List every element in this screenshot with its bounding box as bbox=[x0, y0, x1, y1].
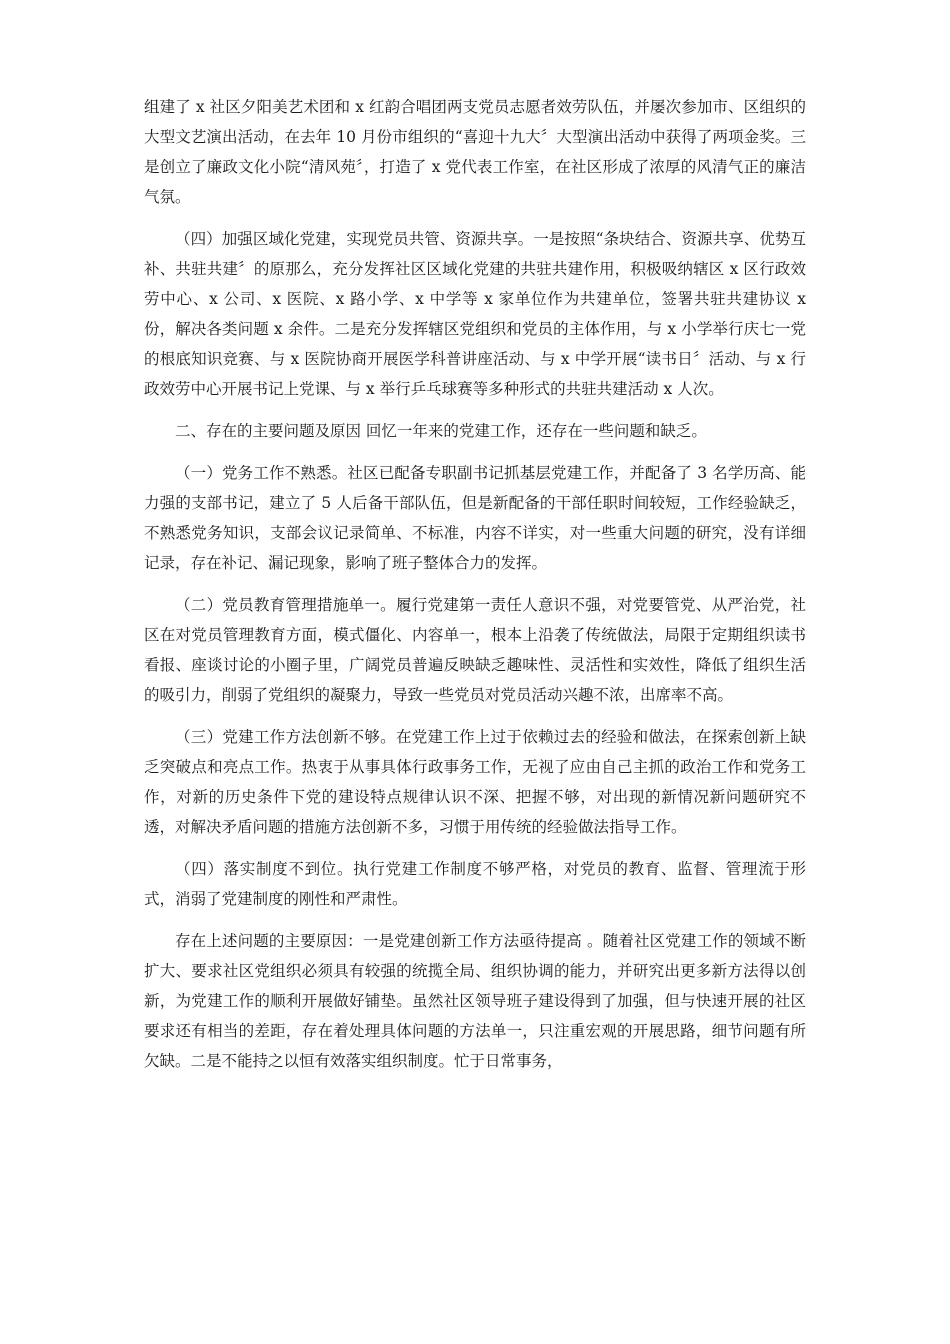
paragraph-party-affairs-unfamiliar: （一）党务工作不熟悉。社区已配备专职副书记抓基层党建工作，并配备了 3 名学历高、能力强的支部书记，建立了 5 人后备干部队伍，但是新配备的干部任职时间较短，工作经验缺乏，不熟悉党务知识，支部会议记录简单、不标准，内容不详实，对一些重大问题的研究，没有详细记录，存在补记、漏记现象，影响了班子整体合力的发挥。 bbox=[144, 464, 806, 572]
paragraph-art-troupes: 组建了 x 社区夕阳美艺术团和 x 红韵合唱团两支党员志愿者效劳队伍，并屡次参加市、区组织的大型文艺演出活动，在去年 10 月份市组织的“喜迎十九大〞大型演出活动中获得了两项金奖。三是创立了廉政文化小院“清风苑〞，打造了 x 党代表工作室，在社区形成了浓厚的风清气正的廉洁气氛。 bbox=[144, 98, 806, 206]
paragraph-system-implementation: （四）落实制度不到位。执行党建工作制度不够严格，对党员的教育、监督、管理流于形式，消弱了党建制度的刚性和严肃性。 bbox=[144, 860, 806, 908]
paragraph-main-causes: 存在上述问题的主要原因：一是党建创新工作方法亟待提高 。随着社区党建工作的领域不断扩大、要求社区党组织必须具有较强的统揽全局、组织协调的能力，并研究出更多新方法得以创新，为党建工作的顺利开展做好铺垫。虽然社区领导班子建设得到了加强，但与快速开展的社区要求还有相当的差距，存在着处理具体问题的方法单一，只注重宏观的开展思路，细节问题有所欠缺。二是不能持之以恒有效落实组织制度。忙于日常事务， bbox=[144, 932, 806, 1070]
document-page bbox=[144, 92, 806, 1088]
paragraph-education-management: （二）党员教育管理措施单一。履行党建第一责任人意识不强，对党要管党、从严治党，社区在对党员管理教育方面，模式僵化、内容单一，根本上沿袭了传统做法，局限于定期组织读书看报、座谈讨论的小圈子里，广阔党员普遍反映缺乏趣味性、灵活性和实效性，降低了组织生活的吸引力，削弱了党组织的凝聚力，导致一些党员对党员活动兴趣不浓，出席率不高。 bbox=[144, 596, 806, 704]
paragraph-regional-party-building: （四）加强区域化党建，实现党员共管、资源共享。一是按照“条块结合、资源共享、优势互补、共驻共建〞的原那么，充分发挥社区区域化党建的共驻共建作用，积极吸纳辖区 x 区行政效劳中心、x 公司、x 医院、x 路小学、x 中学等 x 家单位作为共建单位，签署共驻共建协议 x 份，解决各类问题 x 余件。二是充分发挥辖区党组织和党员的主体作用，与 x 小学举行庆七一党的根底知识竞赛、与 x 医院协商开展医学科普讲座活动、与 x 中学开展“读书日〞活动、与 x 行政效劳中心开展书记上党课、与 x 举行乒乓球赛等多种形式的共驻共建活动 x 人次。 bbox=[144, 230, 806, 398]
paragraph-method-innovation: （三）党建工作方法创新不够。在党建工作上过于依赖过去的经验和做法，在探索创新上缺乏突破点和亮点工作。热衷于从事具体行政事务工作，无视了应由自己主抓的政治工作和党务工作，对新的历史条件下党的建设特点规律认识不深、把握不够，对出现的新情况新问题研究不透，对解决矛盾问题的措施方法创新不多，习惯于用传统的经验做法指导工作。 bbox=[144, 728, 806, 836]
section-heading-problems: 二、存在的主要问题及原因 回忆一年来的党建工作，还存在一些问题和缺乏。 bbox=[175, 422, 707, 440]
